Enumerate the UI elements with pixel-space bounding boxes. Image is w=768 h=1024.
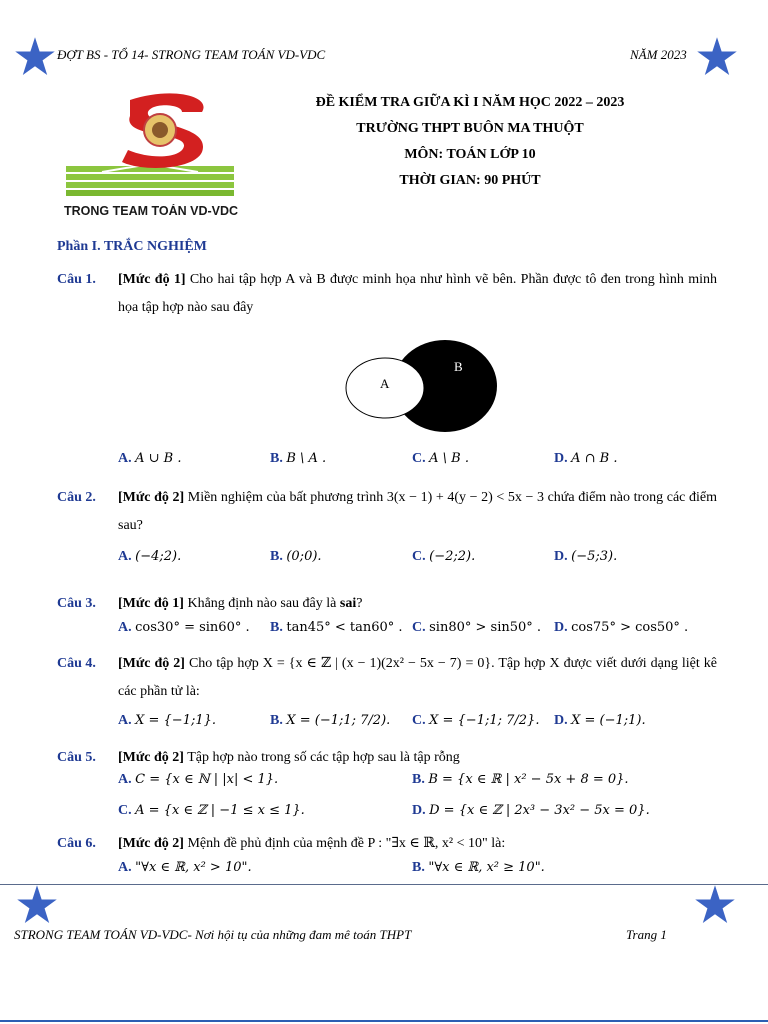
question-2: [57, 484, 717, 540]
venn-label-b: B: [454, 359, 463, 374]
star-icon: [694, 884, 736, 926]
team-logo: [62, 86, 250, 228]
option-d[interactable]: D. D = {x ∈ ℤ | 2x³ − 3x² − 5x = 0}.: [412, 803, 650, 818]
option-d[interactable]: D. X = (−1;1).: [554, 713, 646, 728]
option-b[interactable]: B. "∀x ∈ ℝ, x² ≥ 10".: [412, 860, 545, 875]
question-level: [Mức độ 2]: [118, 656, 185, 671]
question-4: [57, 650, 717, 706]
page-number: Trang 1: [626, 927, 667, 942]
footer-divider: [0, 884, 768, 885]
option-c[interactable]: C. (−2;2).: [412, 549, 476, 564]
option-b[interactable]: B. B \ A .: [270, 451, 327, 466]
exam-title: ĐỀ KIỂM TRA GIỮA KÌ I NĂM HỌC 2022 – 2023: [315, 95, 625, 110]
question-number: Câu 1.: [57, 272, 96, 287]
question-text: Cho hai tập hợp A và B được minh họa như hình vẽ bên. Phần được tô đen trong hình minh họa tập hợp nào sau đây: [118, 272, 717, 315]
question-number: Câu 3.: [57, 596, 96, 611]
option-c[interactable]: C. sin80° > sin50° .: [412, 620, 542, 635]
question-1: [57, 266, 717, 322]
footer-left: STRONG TEAM TOÁN VD-VDC- Nơi hội tụ của những đam mê toán THPT: [14, 927, 412, 942]
option-b[interactable]: B. tan45° < tan60° .: [270, 620, 403, 635]
option-b[interactable]: B. B = {x ∈ ℝ | x² − 5x + 8 = 0}.: [412, 772, 629, 787]
question-level: [Mức độ 2]: [118, 836, 184, 851]
school-name: TRƯỜNG THPT BUÔN MA THUỘT: [356, 121, 584, 136]
question-text: Tập hợp nào trong số các tập hợp sau là tập rỗng: [183, 750, 460, 765]
header-right: NĂM 2023: [630, 47, 687, 62]
venn-diagram: [340, 338, 500, 438]
section-heading: Phần I. TRẮC NGHIỆM: [57, 239, 207, 254]
question-text: Miền nghiệm của bất phương trình 3(x − 1) + 4(y − 2) < 5x − 3 chứa điểm nào trong các điểm sau?: [118, 490, 717, 533]
question-level: [Mức độ 2]: [118, 750, 184, 765]
duration: THỜI GIAN: 90 PHÚT: [399, 173, 541, 188]
venn-label-a: A: [380, 376, 390, 391]
question-number: Câu 6.: [57, 836, 96, 851]
option-b[interactable]: B. (0;0).: [270, 549, 322, 564]
question-text: Khẳng định nào sau đây là: [183, 596, 340, 611]
question-number: Câu 4.: [57, 656, 96, 671]
option-d[interactable]: D. cos75° > cos50° .: [554, 620, 689, 635]
question-number: Câu 2.: [57, 490, 96, 505]
header-left: ĐỢT BS - TỔ 14- STRONG TEAM TOÁN VD-VDC: [57, 47, 326, 62]
question-text-end: ?: [356, 596, 363, 611]
option-d[interactable]: D. A ∩ B .: [554, 451, 618, 466]
question-emphasis: sai: [339, 596, 357, 611]
options-q3: [118, 620, 718, 642]
option-b[interactable]: B. X = (−1;1; 7/2).: [270, 713, 391, 728]
question-number: Câu 5.: [57, 750, 96, 765]
options-q6: [118, 860, 718, 882]
options-q5-row2: [118, 803, 718, 825]
options-q5-row1: [118, 772, 718, 794]
question-6: [57, 830, 717, 858]
question-3: [57, 590, 717, 618]
question-level: [Mức độ 2]: [118, 490, 185, 505]
exam-title-block: [290, 90, 650, 194]
option-c[interactable]: C. A \ B .: [412, 451, 469, 466]
bottom-divider: [0, 1020, 768, 1022]
question-level: [Mức độ 1]: [118, 272, 186, 287]
option-a[interactable]: A. X = {−1;1}.: [118, 713, 217, 728]
logo-caption: TRONG TEAM TOÁN VD-VDC: [64, 204, 239, 218]
subject: MÔN: TOÁN LỚP 10: [404, 147, 536, 162]
star-icon: [14, 36, 56, 78]
question-5: [57, 744, 717, 772]
option-c[interactable]: C. A = {x ∈ ℤ | −1 ≤ x ≤ 1}.: [118, 803, 305, 818]
options-q2: [118, 549, 718, 571]
question-text: Mệnh đề phủ định của mệnh đề P : "∃x ∈ ℝ, x² < 10" là:: [183, 836, 506, 851]
question-level: [Mức độ 1]: [118, 596, 184, 611]
star-icon: [16, 884, 58, 926]
option-a[interactable]: A. (−4;2).: [118, 549, 182, 564]
star-icon: [696, 36, 738, 78]
option-c[interactable]: C. X = {−1;1; 7/2}.: [412, 713, 540, 728]
options-q4: [118, 713, 718, 735]
option-d[interactable]: D. (−5;3).: [554, 549, 618, 564]
option-a[interactable]: A. A ∪ B .: [118, 451, 182, 466]
options-q1: [118, 451, 718, 473]
question-text: Cho tập hợp X = {x ∈ ℤ | (x − 1)(2x² − 5x − 7) = 0}. Tập hợp X được viết dưới dạng liệt kê các phần tử là:: [118, 656, 717, 699]
option-a[interactable]: A. cos30° = sin60° .: [118, 620, 250, 635]
option-a[interactable]: A. "∀x ∈ ℝ, x² > 10".: [118, 860, 252, 875]
option-a[interactable]: A. C = {x ∈ ℕ | |x| < 1}.: [118, 772, 279, 787]
